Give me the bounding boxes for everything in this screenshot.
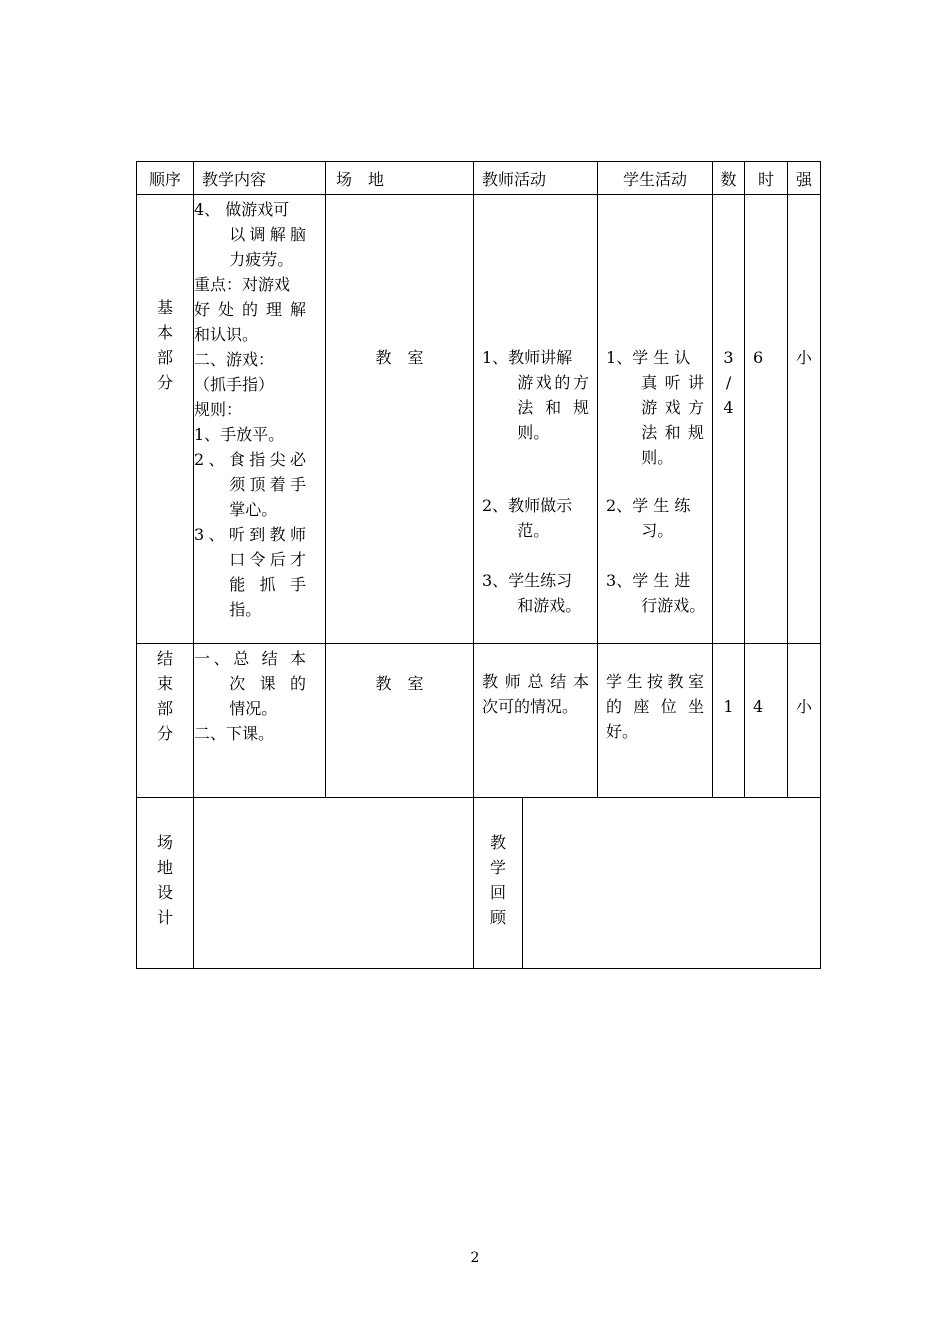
ending-time-cell xyxy=(745,644,788,798)
student-line: 则。 xyxy=(641,448,674,467)
content-line: 掌心。 xyxy=(229,500,278,519)
teacher-line: 则。 xyxy=(517,423,550,442)
header-time: 时 xyxy=(745,162,788,195)
content-line: 3、听到教师 xyxy=(194,525,306,544)
basic-intensity: 小 xyxy=(796,348,813,367)
header-row xyxy=(137,162,821,195)
header-count: 数 xyxy=(713,162,745,195)
basic-student-cell xyxy=(598,195,713,644)
teacher-line: 3、学生练习 xyxy=(482,571,573,590)
content-line: 好处的理解 xyxy=(194,300,306,319)
ending-teacher-cell xyxy=(474,644,598,798)
content-line: 口令后才 xyxy=(229,550,306,569)
basic-intensity-cell xyxy=(788,195,821,644)
content-line: 2、食指尖必 xyxy=(194,450,306,469)
page-number: 2 xyxy=(470,1250,480,1266)
content-line: 和认识。 xyxy=(194,325,259,344)
teacher-line: 2、教师做示 xyxy=(482,496,573,515)
student-line: 习。 xyxy=(641,521,674,540)
teacher-line: 和游戏。 xyxy=(517,596,582,615)
count-slash: / xyxy=(725,373,732,392)
content-line: 情况。 xyxy=(229,699,278,718)
teacher-line: 教师总结本 xyxy=(482,672,590,691)
review-label-cell xyxy=(474,798,523,969)
teacher-line: 1、教师讲解 xyxy=(482,348,573,367)
content-line: 力疲劳。 xyxy=(229,250,294,269)
ending-order-label: 结束部分 xyxy=(157,649,174,743)
content-line: 二、游戏： xyxy=(194,350,275,369)
student-line: 的 座 位 坐 xyxy=(606,697,705,716)
teacher-line: 游戏的方 xyxy=(517,373,590,392)
content-line: 能 抓 手 xyxy=(229,575,306,594)
ending-student-cell xyxy=(598,644,713,798)
ending-count-cell xyxy=(713,644,745,798)
basic-venue-cell xyxy=(326,195,474,644)
content-line: 1、手放平。 xyxy=(194,425,285,444)
teacher-line: 法 和 规 xyxy=(517,398,590,417)
venue-design-label: 场地设计 xyxy=(157,833,174,927)
header-content: 教学内容 xyxy=(194,162,326,195)
content-line: 4、 做游戏可 xyxy=(194,200,290,219)
basic-content-cell xyxy=(194,195,326,644)
content-line: 以调解脑 xyxy=(229,225,306,244)
ending-venue-cell xyxy=(326,644,474,798)
ending-intensity: 小 xyxy=(796,697,813,716)
student-line: 3、学 生 进 xyxy=(606,571,691,590)
student-line: 游 戏 方 xyxy=(641,398,705,417)
student-line: 学生按教室 xyxy=(606,672,705,691)
content-line: 一、总 结 本 xyxy=(194,649,306,668)
lesson-plan-table xyxy=(136,161,821,969)
venue-design-label-cell xyxy=(137,798,194,969)
student-line: 行游戏。 xyxy=(641,596,706,615)
header-order: 顺序 xyxy=(137,162,194,195)
count-bottom: 4 xyxy=(723,398,734,417)
ending-intensity-cell xyxy=(788,644,821,798)
content-line: （抓手指） xyxy=(194,375,275,394)
ending-section-row xyxy=(137,644,821,798)
count-top: 3 xyxy=(723,348,734,367)
basic-section-row xyxy=(137,195,821,644)
content-line: 规则： xyxy=(194,400,243,419)
basic-count-cell xyxy=(713,195,745,644)
teacher-line: 次可的情况。 xyxy=(482,697,579,716)
header-student-activity: 学生活动 xyxy=(598,162,713,195)
ending-time: 4 xyxy=(753,697,764,716)
basic-order-label: 基本部分 xyxy=(157,298,174,392)
header-intensity: 强 xyxy=(788,162,821,195)
ending-count: 1 xyxy=(723,697,734,716)
header-venue: 场 地 xyxy=(326,162,474,195)
content-line: 二、下课。 xyxy=(194,724,275,743)
ending-venue: 教 室 xyxy=(375,674,424,693)
student-line: 2、学 生 练 xyxy=(606,496,691,515)
student-line: 1、学 生 认 xyxy=(606,348,691,367)
header-teacher-activity: 教师活动 xyxy=(474,162,598,195)
ending-content-cell xyxy=(194,644,326,798)
basic-venue: 教 室 xyxy=(375,348,424,367)
content-line: 指。 xyxy=(229,600,262,619)
content-line: 重点：对游戏 xyxy=(194,275,291,294)
venue-design-area xyxy=(194,798,474,969)
student-line: 好。 xyxy=(606,722,639,741)
teacher-line: 范。 xyxy=(517,521,550,540)
basic-time-cell xyxy=(745,195,788,644)
footer-row xyxy=(137,798,821,969)
content-line: 次 课 的 xyxy=(229,674,306,693)
review-label: 教学回顾 xyxy=(490,833,507,927)
student-line: 真 听 讲 xyxy=(641,373,705,392)
content-line: 须顶着手 xyxy=(229,475,306,494)
basic-teacher-cell xyxy=(474,195,598,644)
ending-order-cell xyxy=(137,644,194,798)
basic-order-cell xyxy=(137,195,194,644)
basic-time: 6 xyxy=(753,348,764,367)
review-area xyxy=(523,798,821,969)
student-line: 法 和 规 xyxy=(641,423,705,442)
